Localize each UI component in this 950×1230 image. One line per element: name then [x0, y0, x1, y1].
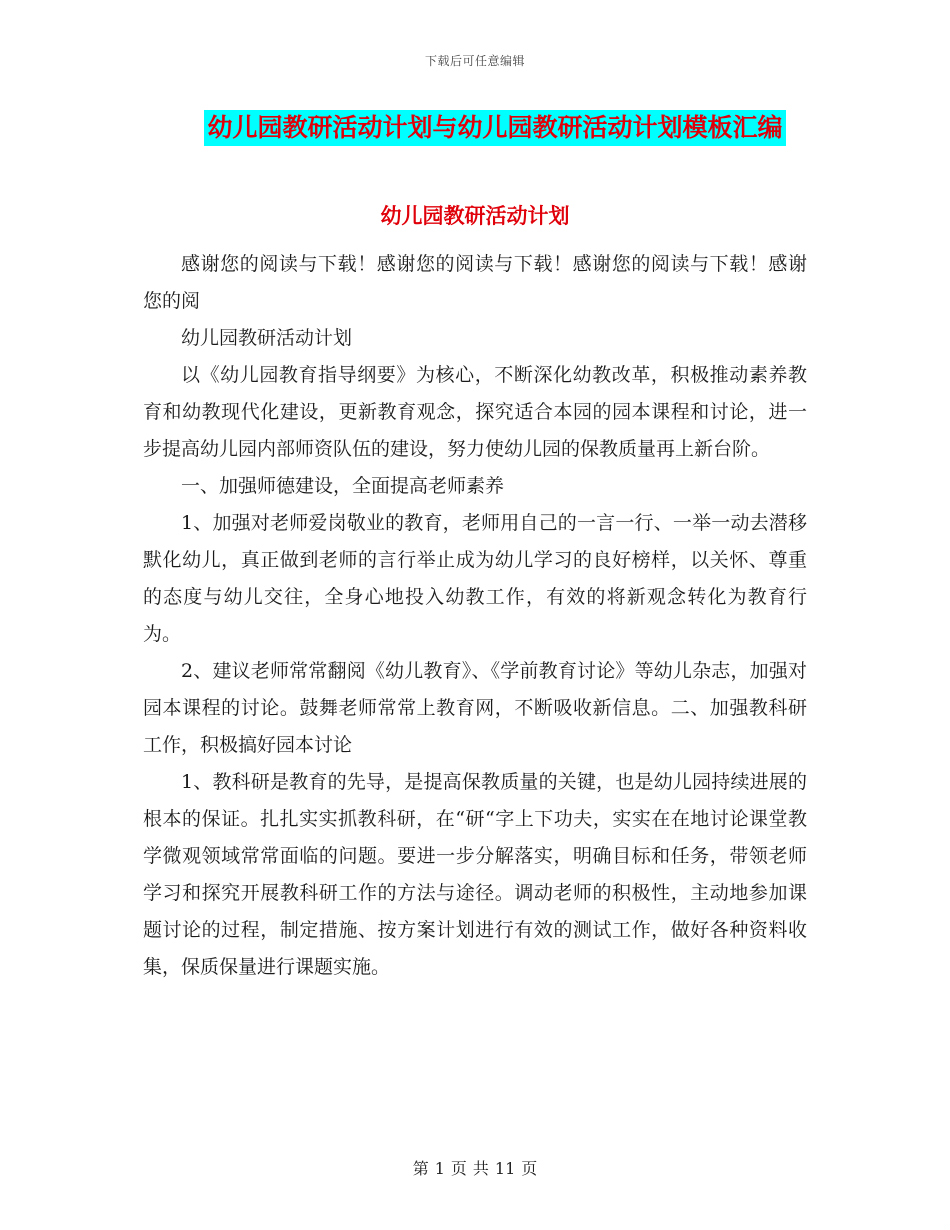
document-title: 幼儿园教研活动计划与幼儿园教研活动计划模板汇编 — [204, 110, 785, 146]
paragraph-subtitle: 幼儿园教研活动计划 — [181, 327, 353, 349]
document-body — [143, 246, 807, 986]
section-title: 幼儿园教研活动计划 — [380, 204, 570, 228]
paragraph-item-2-1: 1、教科研是教育的先导，是提高保教质量的关键，也是幼儿园持续进展的根本的保证。扎扎实实抓教科研，在“研“字上下功夫，实实在在地讨论课堂教学微观领域常常面临的问题。要进一步分解落实，明确目标和任务，带领老师学习和探究开展教科研工作的方法与途径。调动老师的积极性，主动地参加课题讨论的过程，制定措施、按方案计划进行有效的测试工作，做好各种资料收集，保质保量进行课题实施。 — [143, 771, 807, 978]
footer-page-word: 页 — [450, 1159, 467, 1178]
paragraph-item-1-1: 1、加强对老师爱岗敬业的教育，老师用自己的一言一行、一举一动去潜移默化幼儿，真正做到老师的言行举止成为幼儿学习的良好榜样，以关怀、尊重的态度与幼儿交往，全身心地投入幼教工作，有效的将新观念转化为教育行为。 — [143, 512, 807, 645]
page-header-note: 下载后可任意编辑 — [424, 54, 525, 68]
footer-prefix: 第 — [412, 1159, 429, 1178]
footer-total-word: 共 — [472, 1159, 489, 1178]
paragraph-heading-1: 一、加强师德建设，全面提高老师素养 — [181, 475, 505, 497]
paragraph-item-1-2: 2、建议老师常常翻阅《幼儿教育》、《学前教育讨论》等幼儿杂志，加强对园本课程的讨论。鼓舞老师常常上教育网，不断吸收新信息。二、加强教科研工作，积极搞好园本讨论 — [143, 660, 807, 756]
page-footer — [0, 1156, 950, 1179]
paragraph-thanks: 感谢您的阅读与下载！感谢您的阅读与下载！感谢您的阅读与下载！感谢您的阅 — [143, 253, 807, 312]
footer-page-current: 1 — [434, 1159, 445, 1178]
document-title-container — [0, 110, 950, 146]
footer-page-total: 11 — [494, 1159, 516, 1178]
paragraph-intro: 以《幼儿园教育指导纲要》为核心，不断深化幼教改革，积极推动素养教育和幼教现代化建设，更新教育观念，探究适合本园的园本课程和讨论，进一步提高幼儿园内部师资队伍的建设，努力使幼儿园的保教质量再上新台阶。 — [143, 364, 807, 460]
footer-suffix: 页 — [521, 1159, 538, 1178]
